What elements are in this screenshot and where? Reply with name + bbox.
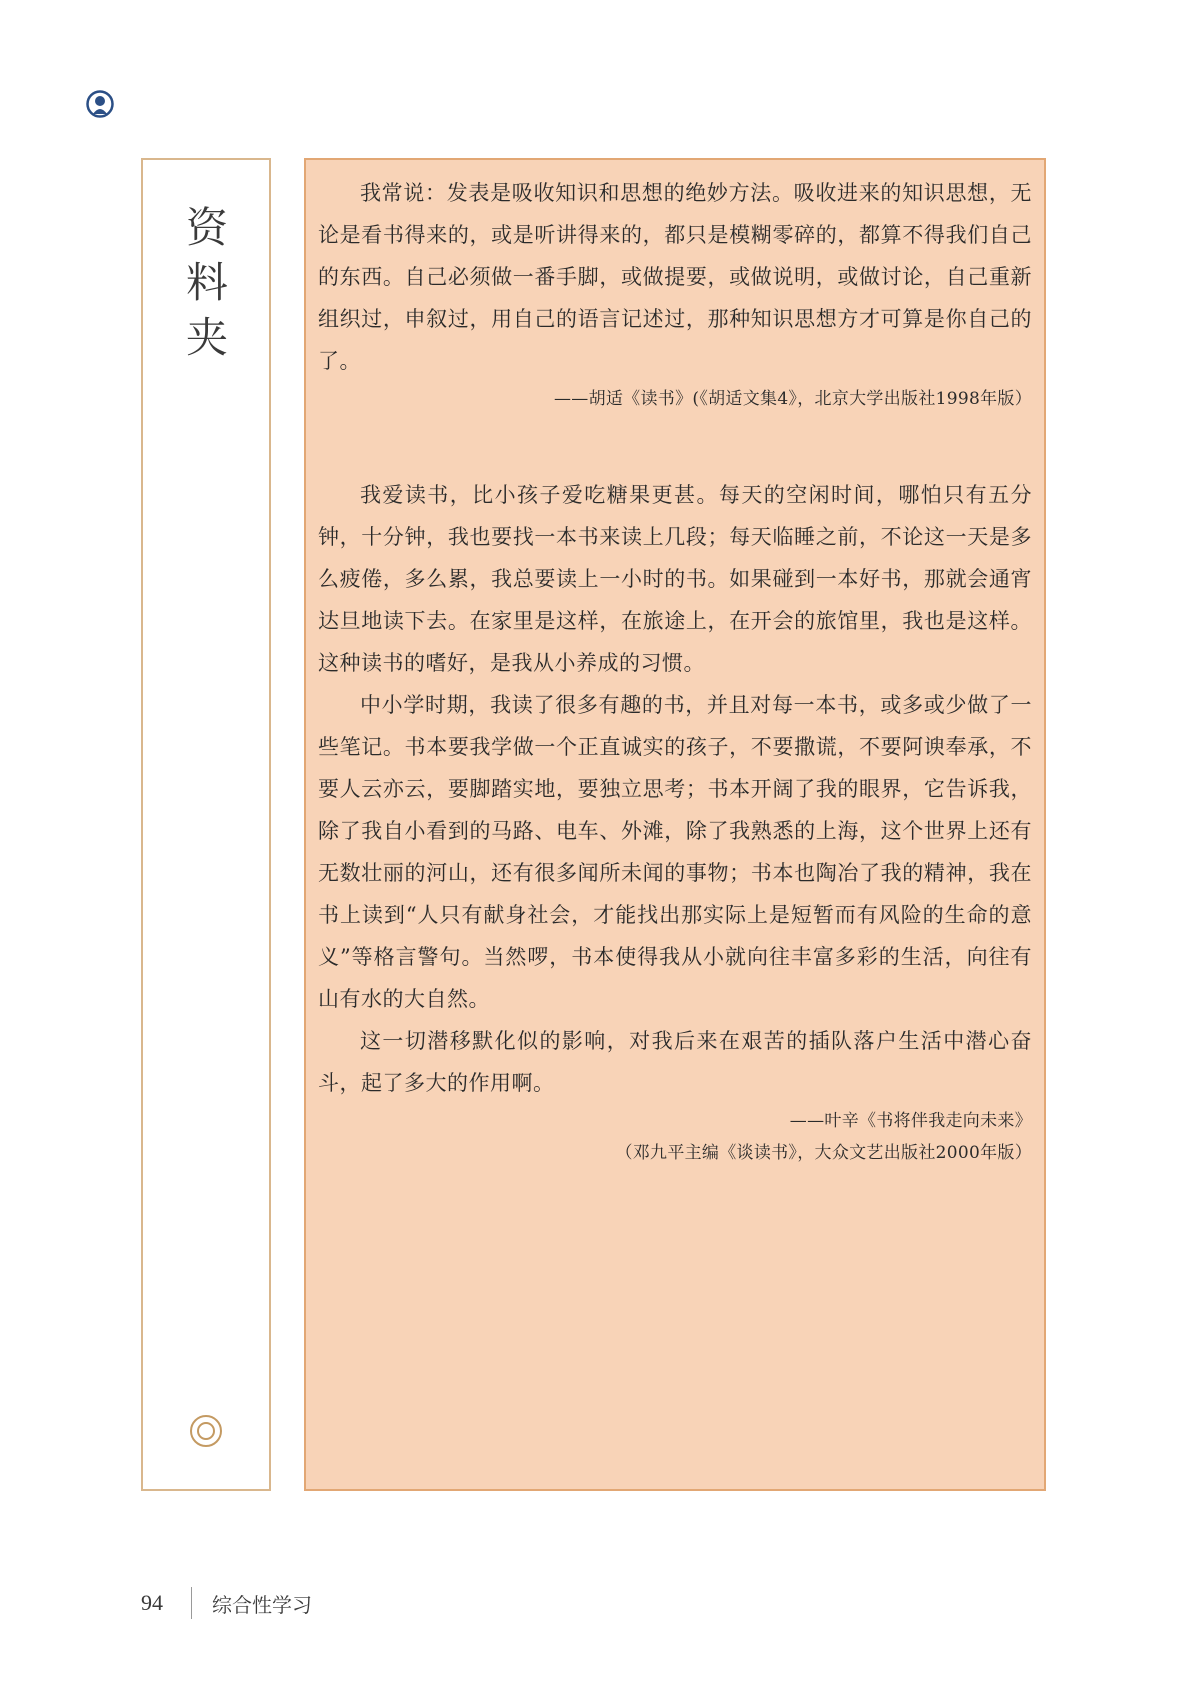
passage2-paragraph: 中小学时期，我读了很多有趣的书，并且对每一本书，或多或少做了一些笔记。书本要我学做一个正直诚实的孩子，不要撒谎，不要阿谀奉承，不要人云亦云，要脚踏实地，要独立思考；书本开阔了我的眼界，它告诉我，除了我自小看到的马路、电车、外滩，除了我熟悉的上海，这个世界上还有无数壮丽的河山，还有很多闻所未闻的事物；书本也陶冶了我的精神，我在书上读到“人只有献身社会，才能找出那实际上是短暂而有风险的生命的意义”等格言警句。当然啰，书本使得我从小就向往丰富多彩的生活，向往有山有水的大自然。 (318, 693, 1032, 1011)
passage1-source: ——胡适《读书》(《胡适文集4》，北京大学出版社1998年版） (553, 389, 1032, 409)
passage2-source-publication: （邓九平主编《谈读书》，大众文艺出版社2000年版） (615, 1143, 1032, 1163)
reading-material-panel (304, 158, 1046, 1491)
side-label-panel (141, 158, 271, 1491)
passage-gap (318, 414, 1032, 474)
passage2-source-author: ——叶辛《书将伴我走向未来》 (789, 1111, 1032, 1131)
person-listening-icon (86, 90, 114, 118)
page-footer (141, 1583, 312, 1623)
side-title-char: 夹 (185, 313, 228, 362)
double-circle-icon (190, 1415, 222, 1447)
passage2-paragraph: 我爱读书，比小孩子爱吃糖果更甚。每天的空闲时间，哪怕只有五分钟，十分钟，我也要找一本书来读上几段；每天临睡之前，不论这一天是多么疲倦，多么累，我总要读上一小时的书。如果碰到一本好书，那就会通宵达旦地读下去。在家里是这样，在旅途上，在开会的旅馆里，我也是这样。这种读书的嗜好，是我从小养成的习惯。 (318, 483, 1032, 675)
side-title-char: 料 (185, 258, 228, 307)
passage2-paragraph: 这一切潜移默化似的影响，对我后来在艰苦的插队落户生活中潜心奋斗，起了多大的作用啊。 (318, 1029, 1032, 1095)
section-name: 综合性学习 (212, 1592, 312, 1617)
page-number: 94 (141, 1590, 163, 1615)
side-title (183, 200, 231, 365)
passage1-paragraph: 我常说：发表是吸收知识和思想的绝妙方法。吸收进来的知识思想，无论是看书得来的，或是听讲得来的，都只是模糊零碎的，都算不得我们自己的东西。自己必须做一番手脚，或做提要，或做说明，或做讨论，自己重新组织过，申叙过，用自己的语言记述过，那种知识思想方才可算是你自己的了。 (318, 181, 1032, 373)
footer-divider (191, 1587, 192, 1619)
side-title-char: 资 (185, 203, 228, 252)
